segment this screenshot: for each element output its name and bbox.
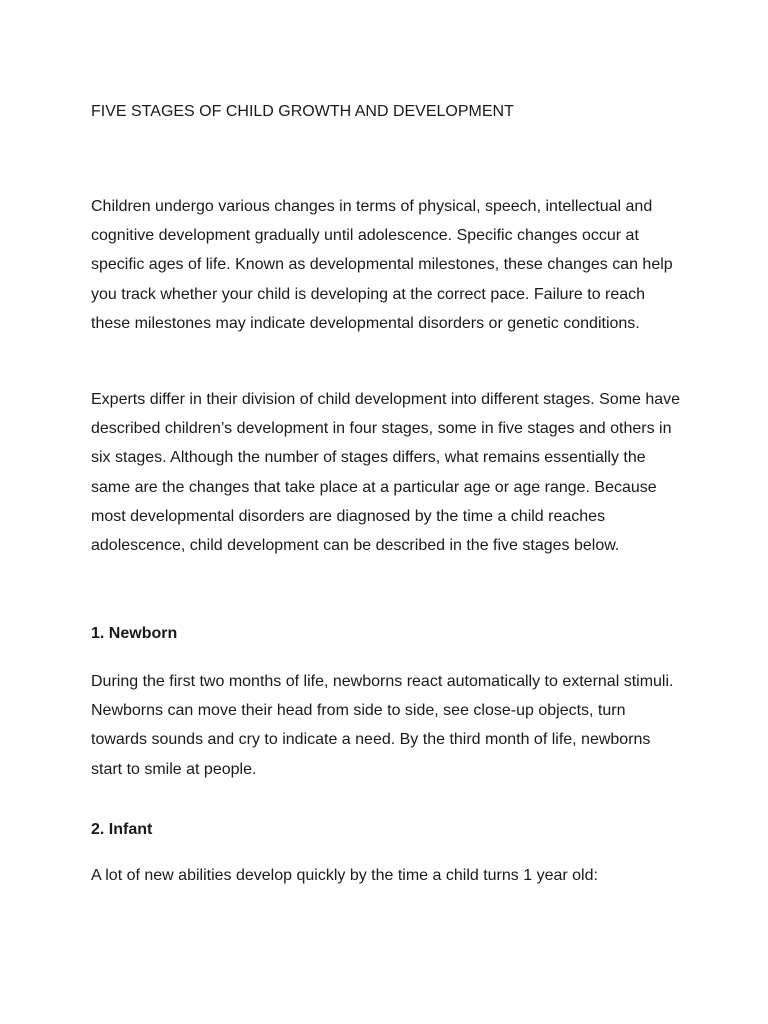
- intro-paragraph: Children undergo various changes in terms of physical, speech, intellectual and cognitive development gradually until adolescence. Specific changes occur at specific ages of life. Known as developmental milestones, these changes can help you track whether your child is developing at the correct pace. Failure to reach these milestones may indicate developmental disorders or genetic conditions.: [91, 198, 673, 332]
- section-text-newborn: During the first two months of life, newborns react automatically to external stimuli. Newborns can move their head from side to side, see close-up objects, turn towards sounds and cry to indicate a need. By the third month of life, newborns start to smile at people.: [91, 673, 674, 778]
- section-heading-newborn: 1. Newborn: [91, 625, 178, 642]
- document-title: FIVE STAGES OF CHILD GROWTH AND DEVELOPMENT: [91, 103, 514, 120]
- section-text-infant: A lot of new abilities develop quickly by the time a child turns 1 year old:: [91, 867, 598, 884]
- section-heading-infant: 2. Infant: [91, 821, 153, 838]
- intro-paragraph: Experts differ in their division of child development into different stages. Some have described children’s development in four stages, some in five stages and others in six stages. Although the number of stages differs, what remains essentially the same are the changes that take place at a particular age or age range. Because most developmental disorders are diagnosed by the time a child reaches adolescence, child development can be described in the five stages below.: [91, 391, 681, 555]
